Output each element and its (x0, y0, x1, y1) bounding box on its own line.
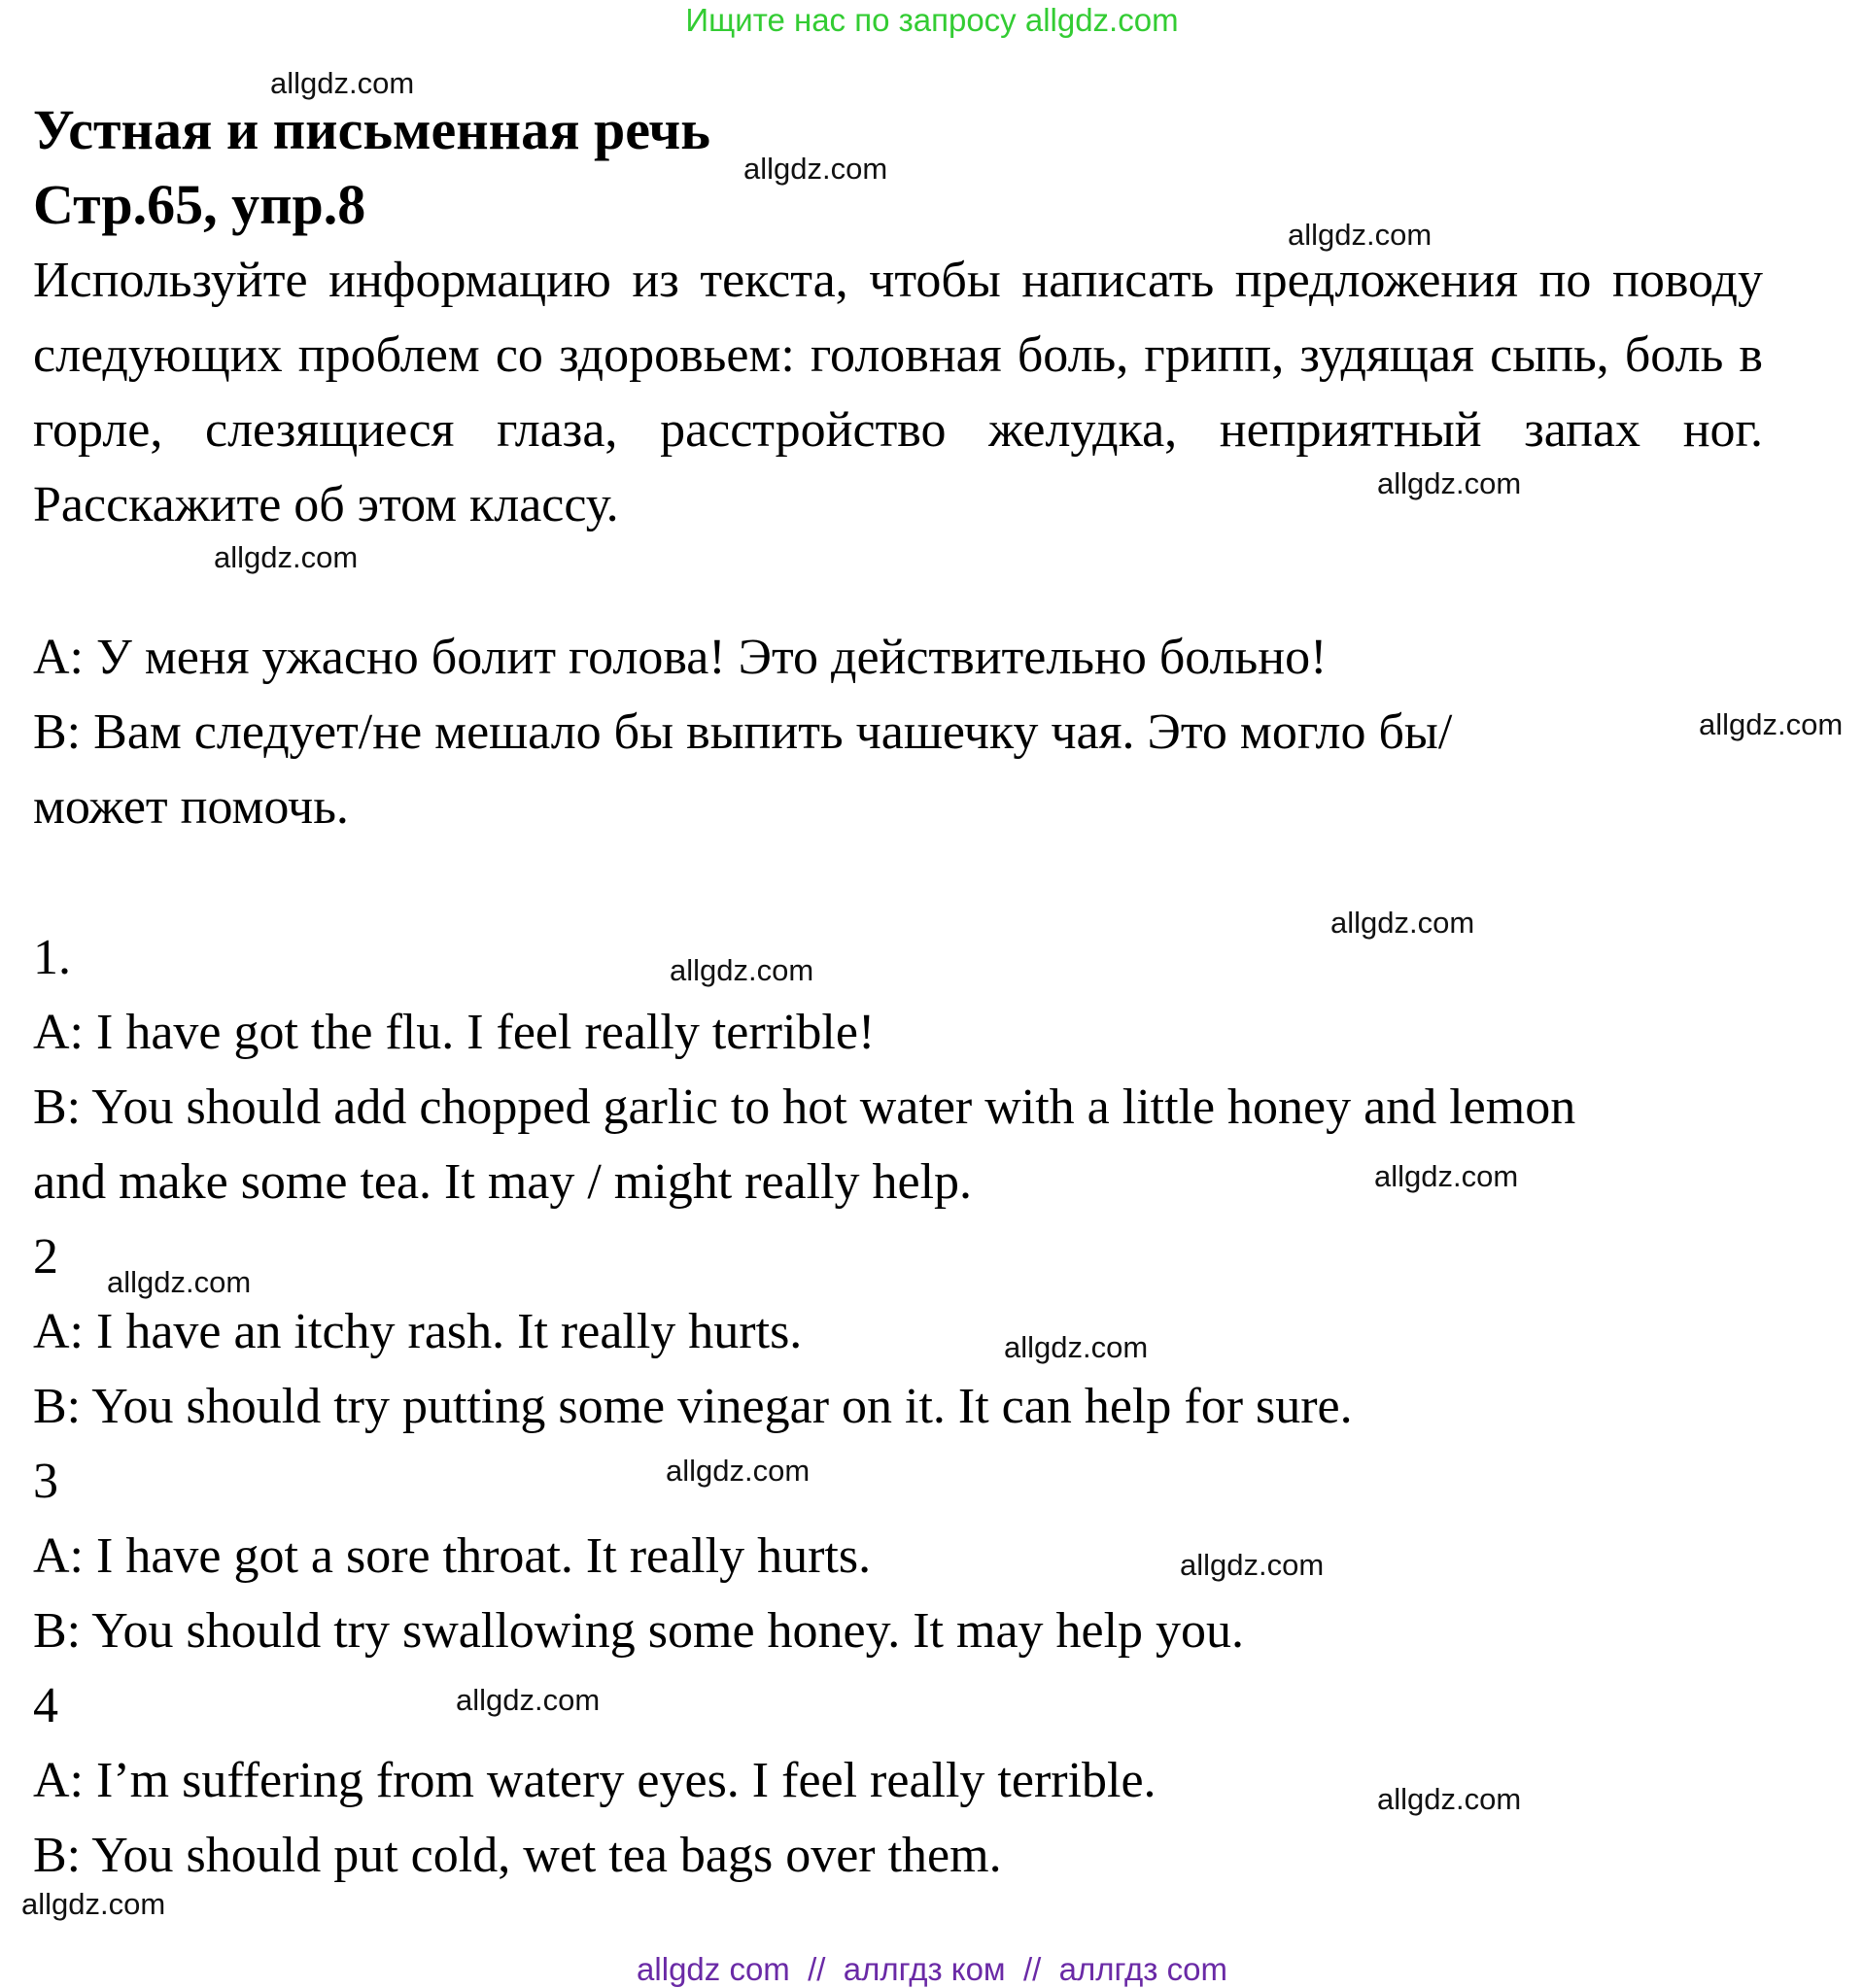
page-title: Устная и письменная речь (33, 98, 710, 161)
watermark: allgdz.com (456, 1683, 601, 1717)
watermark: allgdz.com (107, 1265, 252, 1299)
dialogue-number: 4 (33, 1678, 58, 1733)
dialogue-number: 2 (33, 1229, 58, 1285)
watermark: allgdz.com (670, 953, 814, 987)
task-text: Используйте информацию из текста, чтобы написать предложения по поводу следующих проблем со здоровьем: головная боль, грипп, зудящая сыпь, боль в горле, слезящиеся глаза, расстройство желудка, неприятный запах ног. Расскажите об этом классу. (33, 253, 1763, 532)
dialogue-number: 1. (33, 930, 71, 985)
watermark: allgdz.com (1004, 1330, 1149, 1364)
watermark: allgdz.com (270, 66, 415, 100)
watermark: allgdz.com (1699, 707, 1844, 741)
dialogue-line-b: B: You should try putting some vinegar on it. It can help for sure. (33, 1379, 1353, 1434)
example-line-b: В: Вам следует/не мешало бы выпить чашечку чая. Это могло бы/ (33, 704, 1453, 760)
dialogue-line-b: B: You should put cold, wet tea bags over them. (33, 1828, 1002, 1883)
dialogue-line-a: A: I’m suffering from watery eyes. I feel really terrible. (33, 1753, 1156, 1808)
dialogue-line-a: A: I have got the flu. I feel really terrible! (33, 1005, 876, 1060)
page-subtitle: Стр.65, упр.8 (33, 173, 366, 236)
dialogue-line-a: A: I have an itchy rash. It really hurts. (33, 1304, 803, 1359)
watermark: allgdz.com (1377, 466, 1522, 500)
watermark: allgdz.com (21, 1887, 166, 1921)
watermark: allgdz.com (1330, 906, 1475, 940)
watermark: allgdz.com (1374, 1159, 1519, 1193)
dialogue-number: 3 (33, 1454, 58, 1509)
watermark: allgdz.com (666, 1454, 811, 1488)
dialogue-line-b: B: You should add chopped garlic to hot water with a little honey and lemon (33, 1080, 1576, 1135)
example-line-a: А: У меня ужасно болит голова! Это действительно больно! (33, 630, 1328, 685)
watermark: allgdz.com (214, 540, 359, 574)
top-banner: Ищите нас по запросу allgdz.com (685, 2, 1179, 38)
example-line-b-cont: может помочь. (33, 779, 349, 835)
dialogue-line-b-cont: and make some tea. It may / might really help. (33, 1154, 973, 1210)
watermark: allgdz.com (1377, 1782, 1522, 1816)
dialogue-line-b: B: You should try swallowing some honey. It may help you. (33, 1603, 1245, 1659)
footer: allgdz com // аллгдз ком // аллгдз com (637, 1951, 1227, 1987)
dialogue-line-a: A: I have got a sore throat. It really hurts. (33, 1528, 872, 1584)
watermark: allgdz.com (1288, 218, 1433, 252)
watermark: allgdz.com (1180, 1548, 1325, 1582)
watermark: allgdz.com (743, 152, 888, 186)
